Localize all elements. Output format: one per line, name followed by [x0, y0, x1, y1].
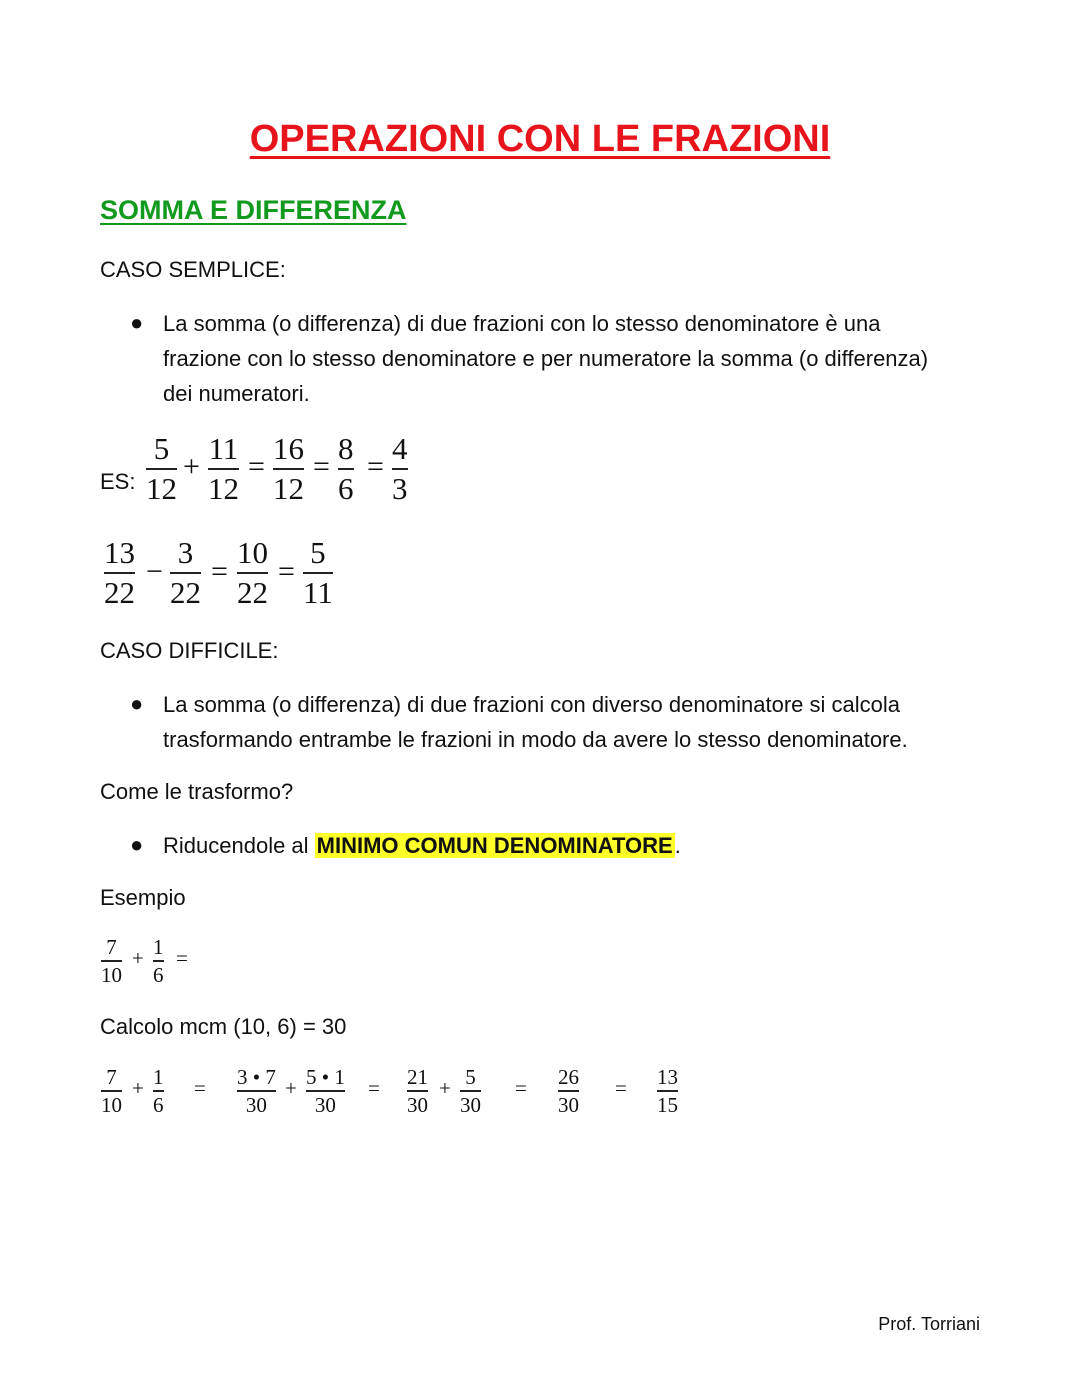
numerator: 13: [657, 1065, 678, 1089]
equals-operator: =: [211, 555, 228, 588]
bullet-icon: ●: [130, 691, 144, 716]
fraction: [101, 1064, 122, 1118]
denominator: 11: [303, 574, 333, 610]
numerator: 13: [104, 535, 135, 570]
denominator: 6: [153, 962, 164, 987]
numerator: 26: [558, 1065, 579, 1089]
denominator: 22: [104, 574, 135, 610]
fraction: [237, 534, 268, 612]
fraction: [657, 1064, 678, 1118]
equals-operator: =: [313, 450, 330, 483]
numerator: 3: [177, 535, 194, 570]
bullet-line: frazione con lo stesso denominatore e per numeratore la somma (o differenza): [163, 346, 929, 371]
difficult-case-label: CASO DIFFICILE:: [100, 638, 279, 663]
fraction: [104, 534, 135, 612]
numerator: 3 • 7: [237, 1065, 276, 1089]
plus-operator: +: [285, 1076, 297, 1100]
fraction: [303, 534, 333, 612]
denominator: 30: [314, 1092, 336, 1117]
numerator: 21: [407, 1065, 428, 1089]
fraction: [558, 1064, 579, 1118]
difficult-case-bullet: [163, 687, 908, 757]
fraction: [392, 430, 408, 508]
bullet-icon: ●: [130, 310, 144, 335]
equals-operator: =: [176, 946, 188, 970]
fraction: [146, 430, 177, 508]
plus-operator: +: [132, 946, 144, 970]
numerator: 7: [106, 1065, 117, 1089]
equals-operator: =: [194, 1076, 206, 1100]
fraction: [407, 1064, 428, 1118]
numerator: 7: [106, 935, 117, 959]
denominator: 30: [407, 1092, 428, 1117]
page-title: OPERAZIONI CON LE FRAZIONI: [249, 118, 831, 160]
bullet-icon: ●: [130, 832, 144, 857]
fraction: [153, 934, 164, 988]
plus-operator: +: [183, 450, 200, 483]
fraction: [338, 430, 354, 508]
example-heading: Esempio: [100, 885, 186, 910]
denominator: 12: [273, 470, 304, 506]
denominator: 12: [146, 470, 177, 506]
denominator: 30: [558, 1092, 579, 1117]
numerator: 11: [208, 431, 239, 466]
denominator: 30: [245, 1092, 267, 1117]
simple-case-bullet: [163, 306, 928, 411]
answer-bullet: [163, 828, 681, 863]
equals-operator: =: [615, 1076, 627, 1100]
simple-case-label: CASO SEMPLICE:: [100, 257, 286, 282]
numerator: 1: [153, 1065, 164, 1089]
denominator: 15: [657, 1092, 678, 1117]
fraction: [153, 1064, 164, 1118]
equals-operator: =: [248, 450, 265, 483]
fraction: [273, 430, 304, 508]
numerator: 5 • 1: [306, 1065, 345, 1089]
mcm-line: Calcolo mcm (10, 6) = 30: [100, 1014, 347, 1039]
fraction: [237, 1064, 276, 1118]
fraction: [101, 934, 122, 988]
plus-operator: +: [132, 1076, 144, 1100]
fraction: [170, 534, 201, 612]
denominator: 6: [338, 470, 354, 506]
equals-operator: =: [515, 1076, 527, 1100]
signature: Prof. Torriani: [878, 1314, 980, 1334]
denominator: 6: [153, 1092, 164, 1117]
fraction: [306, 1064, 345, 1118]
equals-operator: =: [278, 555, 295, 588]
highlighted-term: MINIMO COMUN DENOMINATORE: [316, 833, 673, 858]
bullet-line: La somma (o differenza) di due frazioni con lo stesso denominatore è una: [163, 311, 881, 336]
numerator: 10: [237, 535, 268, 570]
denominator: 30: [460, 1092, 481, 1117]
denominator: 12: [208, 470, 239, 506]
answer-suffix: .: [674, 833, 681, 858]
numerator: 1: [153, 935, 164, 959]
denominator: 3: [392, 470, 408, 506]
bullet-line: La somma (o differenza) di due frazioni con diverso denominatore si calcola: [163, 692, 900, 717]
denominator: 10: [101, 962, 122, 987]
numerator: 5: [310, 535, 326, 570]
bullet-line: trasformando entrambe le frazioni in modo da avere lo stesso denominatore.: [163, 727, 908, 752]
denominator: 22: [170, 574, 201, 610]
minus-operator: −: [146, 555, 163, 588]
example-label: ES:: [100, 469, 136, 494]
denominator: 22: [237, 574, 268, 610]
equals-operator: =: [368, 1076, 380, 1100]
numerator: 4: [392, 431, 408, 466]
numerator: 5: [153, 431, 170, 466]
answer-prefix: Riducendole al: [163, 833, 315, 858]
numerator: 5: [465, 1065, 476, 1089]
fraction: [460, 1064, 481, 1118]
numerator: 8: [338, 431, 354, 466]
plus-operator: +: [439, 1076, 451, 1100]
section-heading: SOMMA E DIFFERENZA: [100, 195, 407, 225]
denominator: 10: [101, 1092, 122, 1117]
equals-operator: =: [367, 450, 384, 483]
question-text: Come le trasformo?: [100, 779, 294, 804]
bullet-line: dei numeratori.: [163, 381, 310, 406]
fraction: [208, 430, 239, 508]
numerator: 16: [273, 431, 304, 466]
